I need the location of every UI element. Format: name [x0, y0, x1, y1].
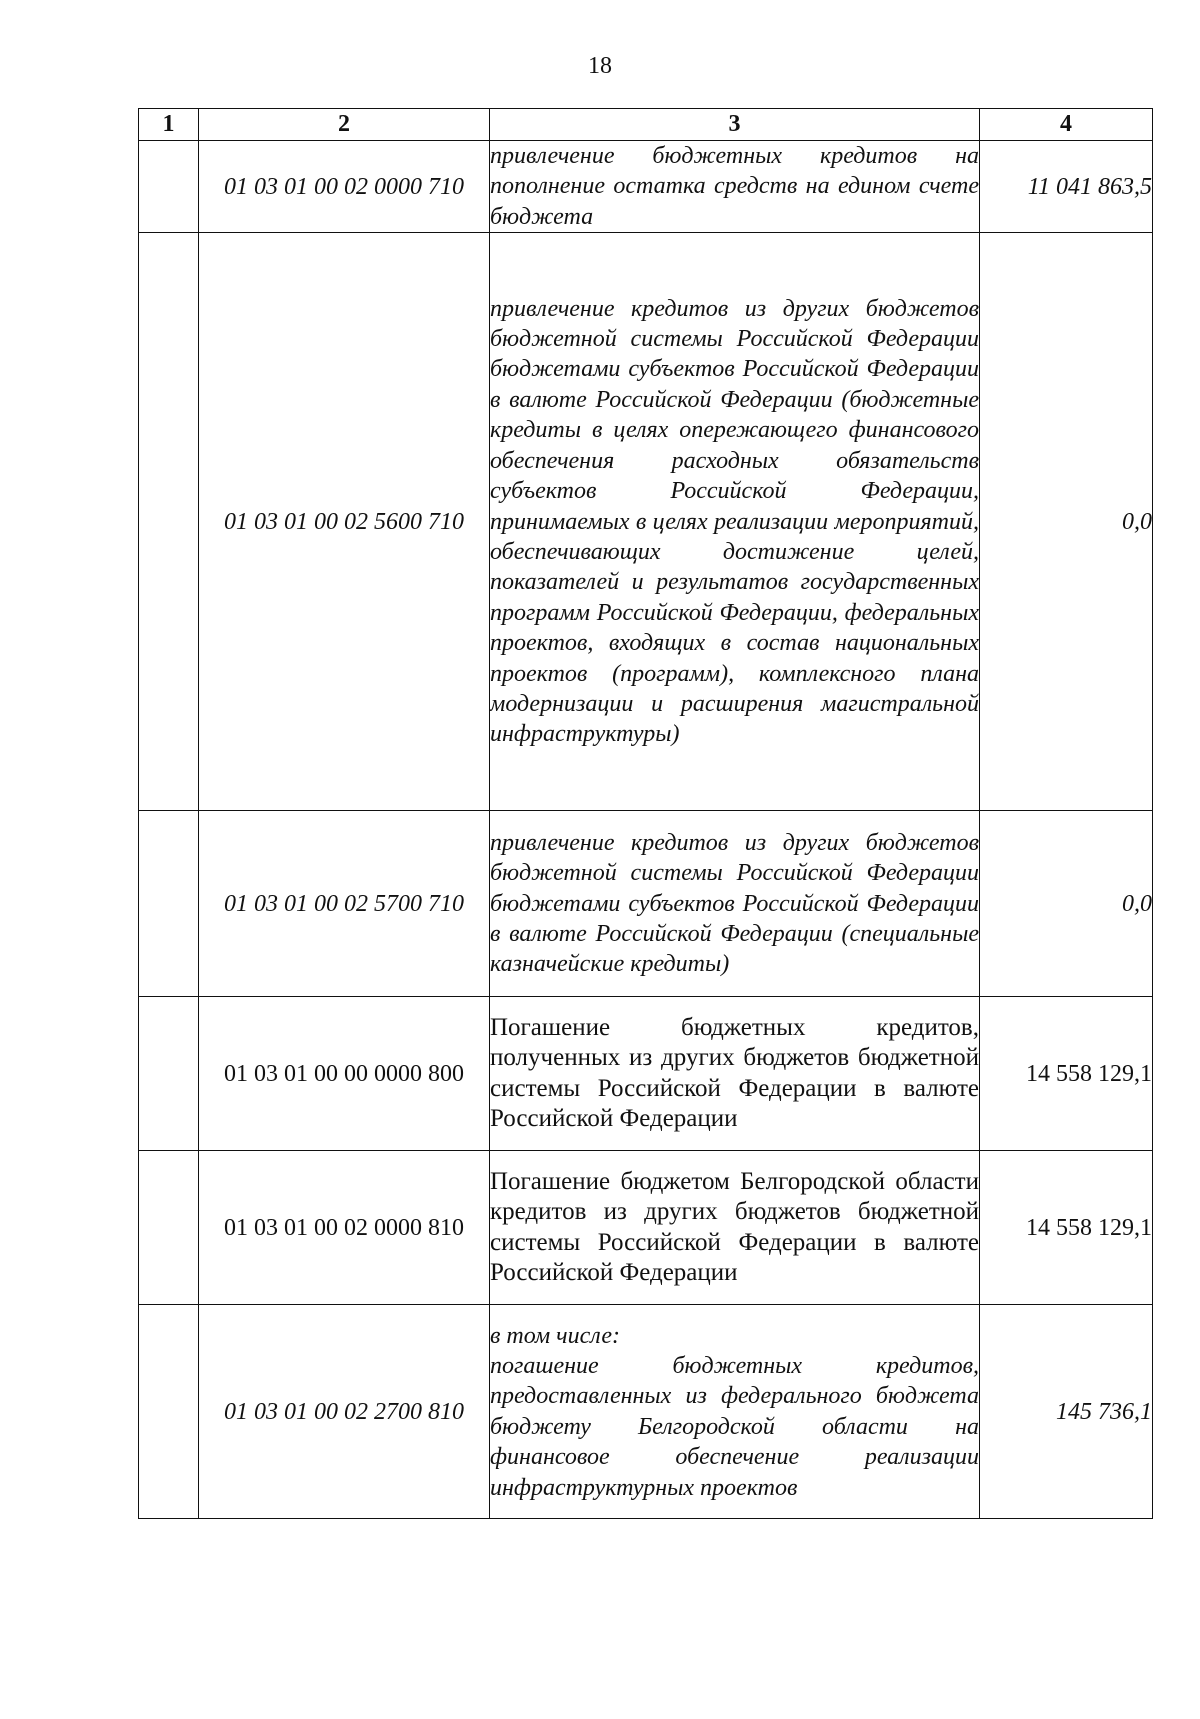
- table-row: [139, 1305, 1153, 1519]
- row-number-cell: [139, 141, 199, 233]
- row-number-cell: [139, 1305, 199, 1519]
- table-row: [139, 141, 1153, 233]
- table-header-row: [139, 109, 1153, 141]
- row-number-cell: [139, 233, 199, 811]
- column-header: 2: [199, 109, 490, 141]
- row-number-cell: [139, 997, 199, 1151]
- table-row: [139, 811, 1153, 997]
- amount-cell: 11 041 863,5: [980, 141, 1153, 233]
- row-number-cell: [139, 811, 199, 997]
- budget-table: [138, 108, 1153, 1519]
- amount-cell: 0,0: [980, 233, 1153, 811]
- description-prefix: в том числе:: [490, 1322, 620, 1349]
- row-number-cell: [139, 1151, 199, 1305]
- amount-cell: 0,0: [980, 811, 1153, 997]
- budget-code-cell: 01 03 01 00 02 5600 710: [199, 233, 490, 811]
- description-cell: Погашение бюджетом Белгородской области кредитов из других бюджетов бюджетной системы Российской Федерации в валюте Российской Федерации: [490, 1151, 980, 1305]
- column-header: 1: [139, 109, 199, 141]
- budget-code-cell: 01 03 01 00 02 0000 810: [199, 1151, 490, 1305]
- budget-code-cell: 01 03 01 00 00 0000 800: [199, 997, 490, 1151]
- amount-cell: 145 736,1: [980, 1305, 1153, 1519]
- amount-cell: 14 558 129,1: [980, 1151, 1153, 1305]
- description-cell: привлечение кредитов из других бюджетов бюджетной системы Российской Федерации бюджетами субъектов Российской Федерации в валюте Российской Федерации (специальные казначейские кредиты): [490, 811, 980, 997]
- column-header: 4: [980, 109, 1153, 141]
- column-header: 3: [490, 109, 980, 141]
- budget-code-cell: 01 03 01 00 02 5700 710: [199, 811, 490, 997]
- budget-code-cell: 01 03 01 00 02 0000 710: [199, 141, 490, 233]
- description-cell: привлечение кредитов из других бюджетов бюджетной системы Российской Федерации бюджетами субъектов Российской Федерации в валюте Российской Федерации (бюджетные кредиты в целях опережающего финансового обеспечения расходных обязательств субъектов Российской Федерации, принимаемых в целях реализации мероприятий, обеспечивающих достижение целей, показателей и результатов государственных программ Российской Федерации, федеральных проектов, входящих в состав национальных проектов (программ), комплексного плана модернизации и расширения магистральной инфраструктуры): [490, 233, 980, 811]
- table-row: [139, 997, 1153, 1151]
- budget-code-cell: 01 03 01 00 02 2700 810: [199, 1305, 490, 1519]
- table-row: [139, 233, 1153, 811]
- amount-cell: 14 558 129,1: [980, 997, 1153, 1151]
- description-cell: [490, 1305, 980, 1519]
- table-row: [139, 1151, 1153, 1305]
- page-number: 18: [588, 53, 612, 79]
- description-cell: привлечение бюджетных кредитов на пополнение остатка средств на едином счете бюджета: [490, 141, 980, 233]
- description-text: погашение бюджетных кредитов, предоставленных из федерального бюджета бюджету Белгородской области на финансовое обеспечение реализации инфраструктурных проектов: [490, 1352, 979, 1501]
- description-cell: Погашение бюджетных кредитов, полученных из других бюджетов бюджетной системы Российской Федерации в валюте Российской Федерации: [490, 997, 980, 1151]
